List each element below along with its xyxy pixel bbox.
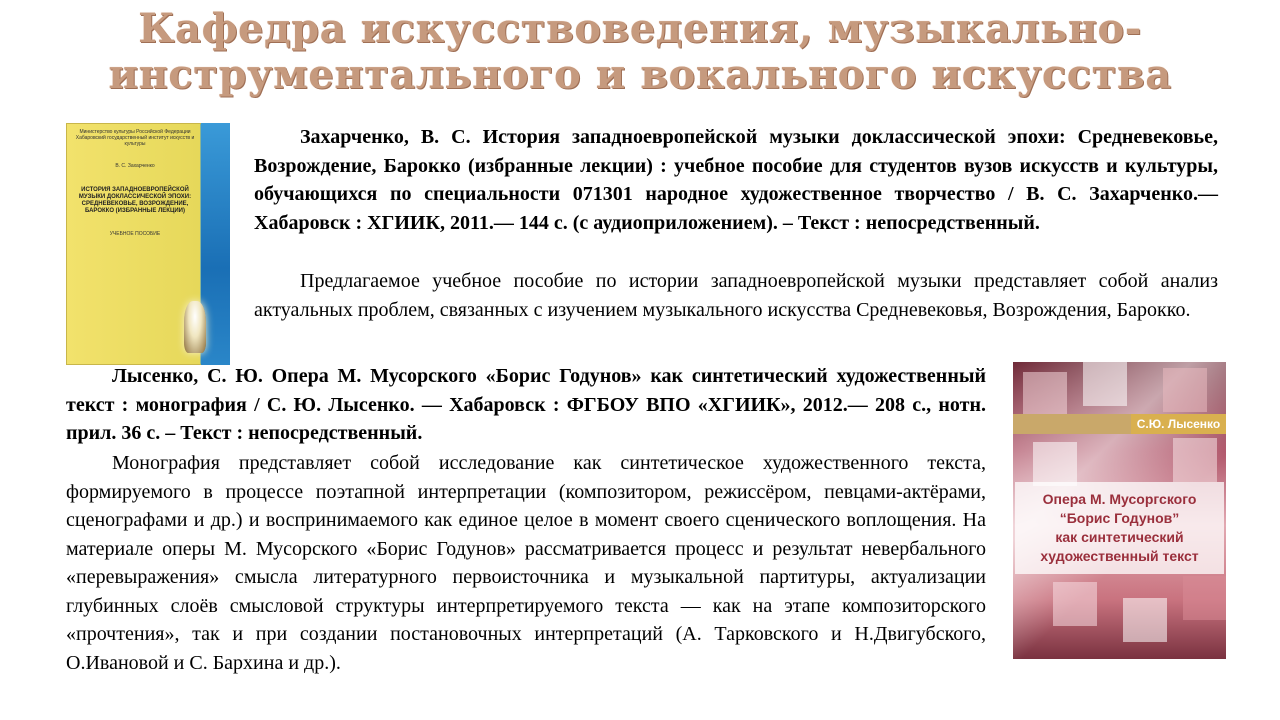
cover-tile — [1023, 372, 1067, 416]
cover-statue-image — [184, 301, 206, 353]
book1-description: Предлагаемое учебное пособие по истории западноевропейской музыки представляет собой анализ актуальных проблем, связанных с изучением музыкального искусства Средневековья, Возрождения, Барокко. — [254, 270, 1218, 321]
book-cover-zakharchenko — [66, 123, 230, 365]
cover-tile — [1033, 442, 1077, 486]
cover-author: С.Ю. Лысенко — [1131, 414, 1226, 434]
book2-citation: Лысенко, С. Ю. Опера М. Мусорского «Борис Годунов» как синтетический художественный текст : монография / С. Ю. Лысенко. — Хабаровск : ФГБОУ ВПО «ХГИИК», 2012.— 208 с., нотн. прил. 36 с. – Текст : непосредственный. — [66, 365, 986, 444]
slide-title-line-1: Кафедра искусствоведения, музыкально- — [138, 5, 1142, 52]
book1-citation: Захарченко, В. С. История западноевропейской музыки доклассической эпохи: Средневековье, Возрождение, Барокко (избранные лекции) : учебное пособие для студентов вузов искусств и культуры, обучающихся по специальности 071301 народное художественное творчество / В. С. Захарченко.— Хабаровск : ХГИИК, 2011.— 144 с. (с аудиоприложением). – Текст : непосредственный. — [254, 126, 1218, 234]
cover-book-title — [1015, 482, 1224, 574]
cover-tile — [1083, 362, 1127, 406]
cover-publisher-header: Министерство культуры Российской Федерации Хабаровский государственный институт искусств и культуры — [75, 129, 195, 147]
cover-tile — [1173, 438, 1217, 482]
cover-book-title: ИСТОРИЯ ЗАПАДНОЕВРОПЕЙСКОЙ МУЗЫКИ ДОКЛАССИЧЕСКОЙ ЭПОХИ: СРЕДНЕВЕКОВЬЕ, ВОЗРОЖДЕНИЕ, БАРОККО (ИЗБРАННЫЕ ЛЕКЦИИ) — [78, 187, 192, 214]
book-cover-lysenko — [1013, 362, 1226, 659]
cover-tile — [1183, 576, 1226, 620]
cover-title-line: Опера М. Мусоргского — [1042, 491, 1197, 507]
cover-title-line: “Борис Годунов” — [1059, 510, 1180, 526]
cover-tile — [1163, 368, 1207, 412]
cover-book-type: УЧЕБНОЕ ПОСОБИЕ — [109, 231, 161, 237]
cover-title-line: как синтетический — [1055, 529, 1184, 545]
slide-title — [0, 6, 1280, 98]
slide-title-line-2: инструментального и вокального искусства — [108, 51, 1172, 98]
cover-title-line: художественный текст — [1040, 548, 1199, 564]
cover-tile — [1123, 598, 1167, 642]
book2-description: Монография представляет собой исследование как синтетическое художественного текста, формируемого в процессе поэтапной интерпретации (композитором, режиссёром, певцами-актёрами, сценографами и др.) и воспринимаемого как единое целое в момент своего сценического воплощения. На материале оперы М. Мусорского «Борис Годунов» рассматривается процесс и результат невербального «перевыражения» смысла литературного первоисточника и музыкальной партитуры, актуализации глубинных слоёв смысловой структуры интерпретируемого текста — как на этапе композиторского «прочтения», так и при создании постановочных интерпретаций (А. Тарковского и Н.Двигубского, О.Ивановой и С. Бархина и др.). — [66, 452, 986, 674]
cover-author: В. С. Захарченко — [115, 163, 155, 169]
cover-tile — [1053, 582, 1097, 626]
